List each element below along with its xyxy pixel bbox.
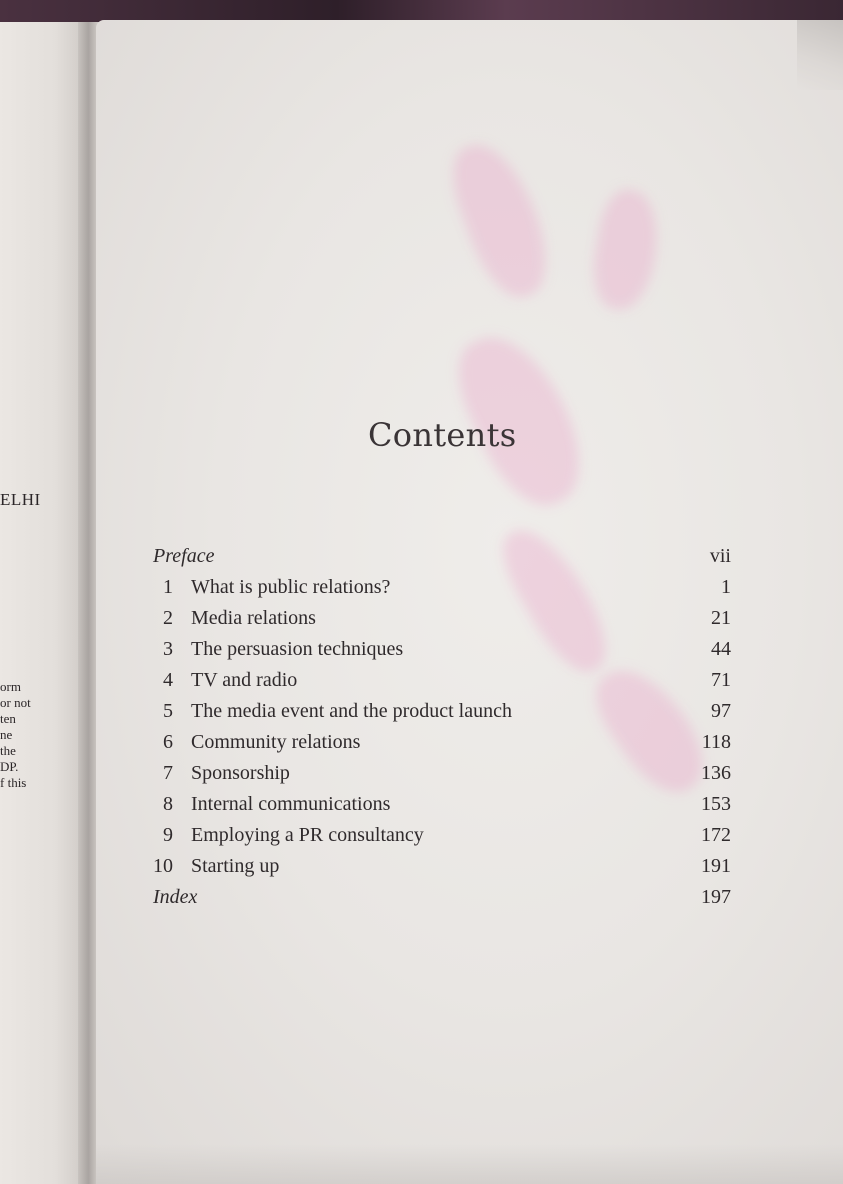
- toc-entry-label: Sponsorship: [191, 762, 290, 784]
- stain-mark: [586, 186, 666, 315]
- left-page-text-fragment: orm: [0, 679, 21, 694]
- left-page-text-fragment: or not: [0, 695, 31, 710]
- toc-entry: [151, 793, 731, 824]
- page-bottom-shadow: [96, 1144, 843, 1184]
- toc-entry-number: 1: [163, 576, 173, 598]
- toc-entry: [151, 700, 731, 731]
- toc-entry-label: The media event and the product launch: [191, 700, 512, 722]
- toc-entry: [151, 731, 731, 762]
- toc-entry-number: 9: [163, 824, 173, 846]
- toc-entry-number: 7: [163, 762, 173, 784]
- toc-entry-page: 191: [701, 855, 731, 877]
- toc-entry: [151, 762, 731, 793]
- toc-entry-index: [151, 886, 731, 917]
- toc-entry: [151, 824, 731, 855]
- toc-entry-label: TV and radio: [191, 669, 298, 691]
- left-page-text-fragment: DP.: [0, 759, 19, 774]
- table-of-contents: [151, 545, 731, 917]
- toc-entry: [151, 576, 731, 607]
- toc-entry-label: Community relations: [191, 731, 361, 753]
- page-title: Contents: [368, 416, 517, 454]
- toc-entry: [151, 607, 731, 638]
- toc-entry-label: The persuasion techniques: [191, 638, 404, 660]
- left-page-text-fragment: f this: [0, 775, 27, 790]
- left-page-text-fragment: ten: [0, 711, 16, 726]
- toc-entry: [151, 669, 731, 700]
- toc-entry-label: Internal communications: [191, 793, 391, 815]
- toc-entry-label: Employing a PR consultancy: [191, 824, 424, 846]
- toc-entry-page: 136: [701, 762, 731, 784]
- right-page: [96, 20, 843, 1184]
- toc-entry-page: 197: [701, 886, 731, 908]
- toc-entry-label: Starting up: [191, 855, 280, 877]
- toc-entry-page: 153: [701, 793, 731, 815]
- toc-entry-page: 1: [721, 576, 731, 598]
- toc-entry-page: 118: [701, 731, 731, 753]
- left-page-text-fragment: the: [0, 743, 16, 758]
- toc-entry-page: 172: [701, 824, 731, 846]
- toc-entry-label: What is public relations?: [191, 576, 391, 598]
- left-page-text-fragment: ne: [0, 727, 13, 742]
- toc-entry-number: 6: [163, 731, 173, 753]
- page-corner-curl: [797, 20, 843, 90]
- toc-entry-page: 21: [711, 607, 731, 629]
- left-page-heading-fragment: ELHI: [0, 490, 41, 509]
- toc-entry-number: 2: [163, 607, 173, 629]
- toc-entry-number: 4: [163, 669, 173, 691]
- toc-entry: [151, 638, 731, 669]
- toc-entry-number: 10: [153, 855, 173, 877]
- stain-mark: [441, 133, 562, 307]
- toc-entry-label: Preface: [153, 545, 215, 567]
- toc-entry-page: 97: [711, 700, 731, 722]
- toc-entry-number: 5: [163, 700, 173, 722]
- toc-entry-page: 44: [711, 638, 731, 660]
- toc-entry-number: 3: [163, 638, 173, 660]
- toc-entry: [151, 855, 731, 886]
- toc-entry-label: Index: [153, 886, 198, 908]
- toc-entry-preface: [151, 545, 731, 576]
- toc-entry-number: 8: [163, 793, 173, 815]
- toc-entry-page: 71: [711, 669, 731, 691]
- toc-entry-page: vii: [709, 545, 731, 567]
- toc-entry-label: Media relations: [191, 607, 316, 629]
